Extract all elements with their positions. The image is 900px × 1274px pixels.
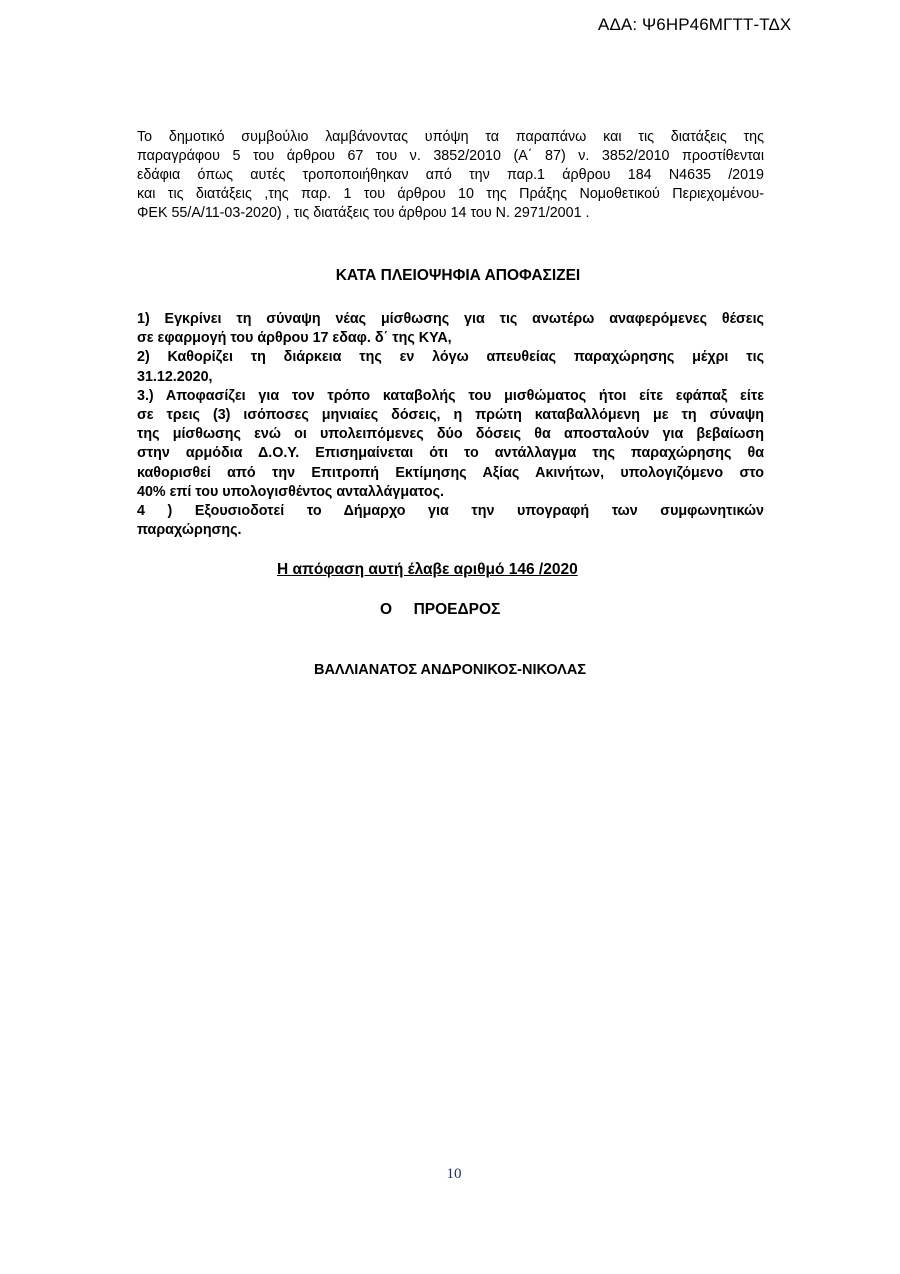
decision-line: 40% επί του υπολογισθέντος ανταλλάγματος.: [137, 483, 444, 500]
intro-line: ΦΕΚ 55/Α/11-03-2020) , τις διατάξεις του άρθρου 14 του Ν. 2971/2001 .: [137, 205, 590, 221]
decision-line: 3.) Αποφασίζει για τον τρόπο καταβολής του μισθώματος ήτοι είτε εφάπαξ είτε: [137, 387, 764, 404]
president-title: Ο ΠΡΟΕΔΡΟΣ: [380, 601, 501, 618]
decision-number: Η απόφαση αυτή έλαβε αριθμό 146 /2020: [277, 561, 578, 578]
decision-line: 4 ) Εξουσιοδοτεί το Δήμαρχο για την υπογραφή των συμφωνητικών: [137, 503, 764, 520]
decision-line: σε τρεις (3) ισόποσες μηνιαίες δόσεις, η πρώτη καταβαλλόμενη με τη σύναψη: [137, 407, 764, 424]
decision-line: στην αρμόδια Δ.Ο.Υ. Επισημαίνεται ότι το αντάλλαγμα της παραχώρησης θα: [137, 445, 764, 462]
decision-line: 1) Εγκρίνει τη σύναψη νέας μίσθωσης για τις ανωτέρω αναφερόμενες θέσεις: [137, 311, 764, 327]
decision-line: καθορισθεί από την Επιτροπή Εκτίμησης Αξίας Ακινήτων, υπολογιζόμενο στο: [137, 464, 764, 481]
intro-line: παραγράφου 5 του άρθρου 67 του ν. 3852/2010 (Α΄ 87) ν. 3852/2010 προστίθενται: [137, 148, 764, 164]
ada-code: ΑΔΑ: Ψ6ΗΡ46ΜΓΤΤ-ΤΔΧ: [598, 15, 792, 34]
intro-paragraph: [137, 128, 764, 223]
decision-line: 2) Καθορίζει τη διάρκεια της εν λόγω απευθείας παραχώρησης μέχρι τις: [137, 349, 764, 366]
intro-line: και τις διατάξεις ,της παρ. 1 του άρθρου 10 της Πράξης Νομοθετικού Περιεχομένου-: [137, 186, 764, 202]
decision-heading: ΚΑΤΑ ΠΛΕΙΟΨΗΦΙΑ ΑΠΟΦΑΣΙΖΕΙ: [335, 267, 581, 284]
intro-line: εδάφια όπως αυτές τροποποιήθηκαν από την παρ.1 άρθρου 184 Ν4635 /2019: [137, 167, 764, 183]
decision-line: σε εφαρμογή του άρθρου 17 εδαφ. δ΄ της ΚΥΑ,: [137, 330, 452, 347]
decision-line: της μίσθωσης ενώ οι υπολειπόμενες δύο δόσεις θα αποσταλούν για βεβαίωση: [137, 426, 764, 443]
signer-name: ΒΑΛΛΙΑΝΑΤΟΣ ΑΝΔΡΟΝΙΚΟΣ-ΝΙΚΟΛΑΣ: [313, 662, 587, 678]
decisions-list: [137, 310, 764, 540]
decision-line: παραχώρησης.: [137, 522, 242, 539]
page-number: 10: [446, 1166, 462, 1182]
intro-line: Το δημοτικό συμβούλιο λαμβάνοντας υπόψη τα παραπάνω και τις διατάξεις της: [137, 129, 764, 145]
decision-line: 31.12.2020,: [137, 368, 213, 385]
